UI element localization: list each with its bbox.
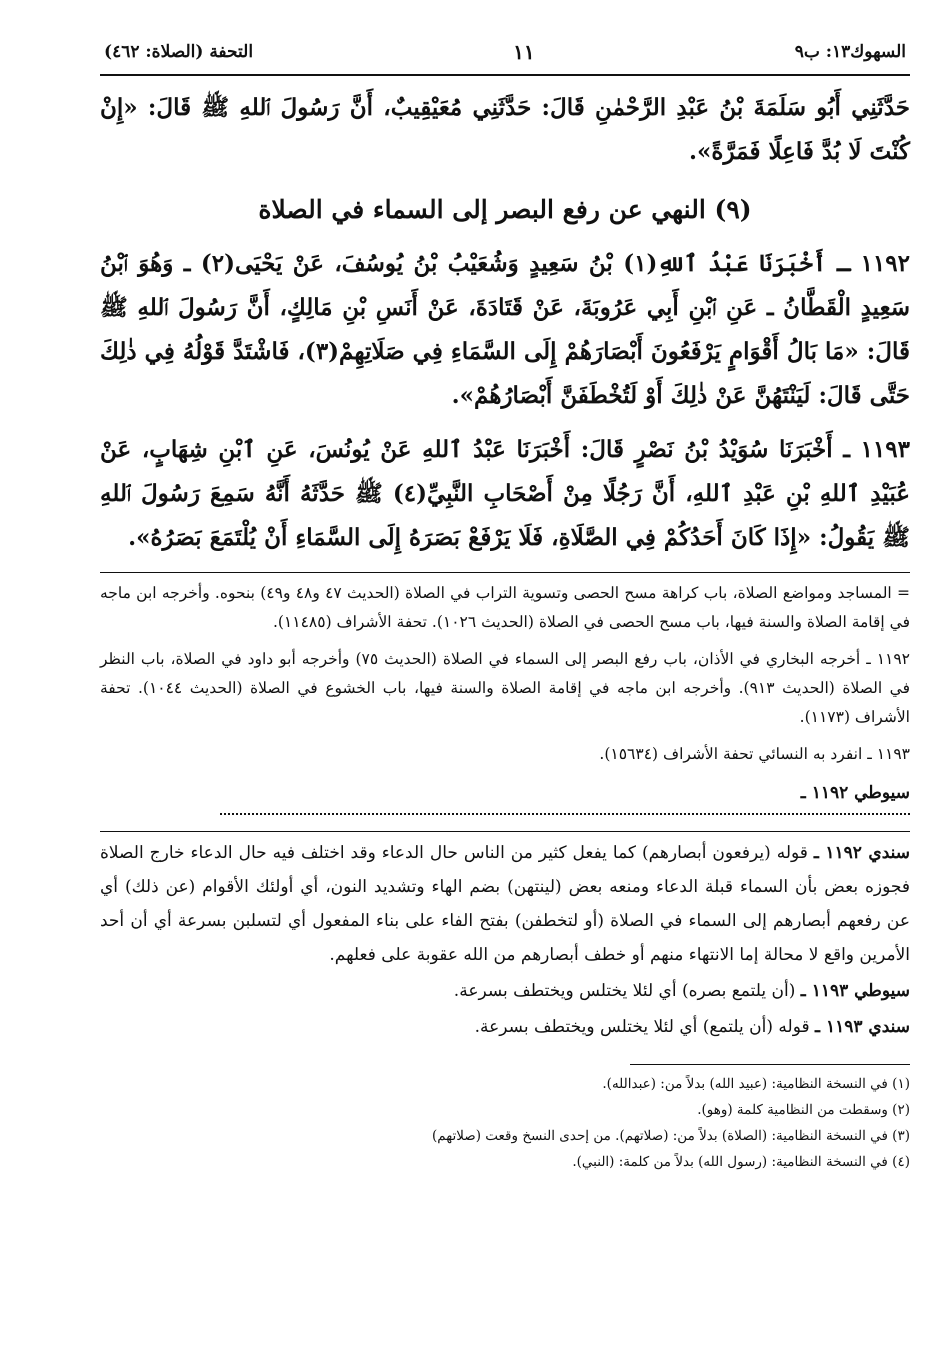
hadith-1193: ١١٩٣ ـ أَخْبَرَنَا سُوَيْدُ بْنُ نَصْرٍ قَالَ: أَخْبَرَنَا عَبْدُ ٱللهِ عَنْ يُونُسَ، عَنِ ٱبْنِ شِهَابٍ، عَنْ عُبَيْدِ ٱللهِ بْنِ عَبْدِ ٱللهِ، أَنَّ رَجُلًا مِنْ أَصْحَابِ النَّبِيِّ(٤) ﷺ حَدَّثَهُ أَنَّهُ سَمِعَ رَسُولَ ٱللهِ ﷺ يَقُولُ: «إِذَا كَانَ أَحَدُكُمْ فِي الصَّلَاةِ، فَلَا يَرْفَعْ بَصَرَهُ إِلَى السَّمَاءِ أَنْ يُلْتَمَعَ بَصَرُهُ».	[100, 436, 910, 551]
sindi-1192	[100, 836, 910, 972]
takhrij-1192: ١١٩٢ ـ أخرجه البخاري في الأذان، باب رفع البصر إلى السماء في الصلاة (الحديث ٧٥) وأخرجه أبو داود في الصلاة، باب النظر في الصلاة (الحديث ٩١٣). وأخرجه ابن ماجه في إقامة الصلاة والسنة فيها، باب الخشوع في الصلاة (الحديث ١٠٤٤). تحفة الأشراف (١١٧٣).	[100, 650, 911, 726]
hadith-1192: ١١٩٢ ـ أَخْبَرَنَا عَبْدُ ٱللهِ(١) بْنُ سَعِيدٍ وَشُعَيْبُ بْنُ يُوسُفَ، عَنْ يَحْيَى(٢) ـ وَهُوَ ٱبْنُ سَعِيدٍ الْقَطَّانُ ـ عَنِ ٱبْنِ أَبِي عَرُوبَةَ، عَنْ قَتَادَةَ، عَنْ أَنَسِ بْنِ مَالِكٍ، أَنَّ رَسُولَ ٱللهِ ﷺ قَالَ: «مَا بَالُ أَقْوَامٍ يَرْفَعُونَ أَبْصَارَهُمْ إِلَى السَّمَاءِ فِي صَلَاتِهِمْ(٣)، فَاشْتَدَّ قَوْلُهُ فِي ذٰلِكَ حَتَّى قَالَ: لَيَنْتَهُنَّ عَنْ ذٰلِكَ أَوْ لَتُخْطَفَنَّ أَبْصَارُهُمْ».	[100, 250, 910, 409]
sindi-1193	[100, 1010, 910, 1044]
header-right-ref: السهوك١٣: ب٩	[794, 42, 906, 62]
header-left-ref: التحفة (الصلاة: ٤٦٢)	[104, 42, 254, 62]
footnote-2: (٢) وسقطت من النظامية كلمة (وهو).	[697, 1102, 910, 1118]
takhrij-notes	[100, 572, 910, 769]
footnote-1: (١) في النسخة النظامية: (عبيد الله) بدلاً من: (عبدالله).	[602, 1076, 910, 1092]
footnotes	[100, 1064, 910, 1175]
page	[100, 40, 910, 1175]
sindi-1193-text: قوله (أن يلتمع) أي لئلا يختلس ويختطف بسرعة.	[474, 1017, 810, 1037]
running-header	[100, 40, 910, 76]
suyuti-1193-text: (أن يلتمع بصره) أي لئلا يختلس ويختطف بسرعة.	[453, 981, 796, 1001]
suyuti-1193	[100, 974, 910, 1008]
suyuti-1192-label: سيوطي ١١٩٢ ـ	[795, 783, 910, 803]
takhrij-continued: = المساجد ومواضع الصلاة، باب كراهة مسح الحصى وتسوية التراب في الصلاة (الحديث ٤٧ و٤٨ و٤٩) بنحوه. وأخرجه ابن ماجه في إقامة الصلاة والسنة فيها، باب مسح الحصى في الصلاة (الحديث ١٠٢٦). تحفة الأشراف (١١٤٨٥).	[100, 584, 910, 631]
footnote-rule	[630, 1064, 910, 1065]
chapter-heading: (٩) النهي عن رفع البصر إلى السماء في الصلاة	[258, 195, 752, 224]
suyuti-1193-label: سيوطي ١١٩٣ ـ	[800, 981, 910, 1001]
sharh-section	[100, 831, 910, 1044]
footnote-4: (٤) في النسخة النظامية: (رسول الله) بدلاً من كلمة: (النبي).	[572, 1154, 910, 1170]
takhrij-1193: ١١٩٣ ـ انفرد به النسائي تحفة الأشراف (١٥٦٣٤).	[599, 745, 910, 763]
page-number: ١١	[513, 40, 535, 64]
sindi-1193-label: سندي ١١٩٣ ـ	[815, 1017, 910, 1037]
sindi-1192-text: قوله (يرفعون أبصارهم) كما يفعل كثير من الناس حال الدعاء وقد اختلف فيه حال الدعاء خارج الصلاة فجوزه بعض بأن السماء قبلة الدعاء ومنعه بعض (لينتهن) بضم الهاء وتشديد النون، أي أولئك الأقوام (عن ذلك) أي عن رفعهم أبصارهم إلى السماء في الصلاة (أو لتخطفن) بفتح الفاء على بناء المفعول أي لتسلبن بسرعة أي أن أحد الأمرين واقع لا محالة إما الانتهاء منهم أو خطف أبصارهم من الله عقوبة على فعلهم.	[100, 843, 910, 965]
sindi-1192-label: سندي ١١٩٢ ـ	[813, 843, 910, 863]
suyuti-1192-line	[100, 783, 910, 823]
dotted-leader	[220, 813, 910, 815]
intro-paragraph: حَدَّثَنِي أَبُو سَلَمَةَ بْنُ عَبْدِ الرَّحْمٰنِ قَالَ: حَدَّثَنِي مُعَيْقِيبٌ، أَنَّ رَسُولَ ٱللهِ ﷺ قَالَ: «إِنْ كُنْتَ لَا بُدَّ فَاعِلًا فَمَرَّةً».	[100, 94, 910, 165]
main-text	[100, 86, 910, 560]
footnote-3: (٣) في النسخة النظامية: (الصلاة) بدلاً من: (صلاتهم). من إحدى النسخ وقعت (صلاتهم)	[431, 1128, 910, 1144]
